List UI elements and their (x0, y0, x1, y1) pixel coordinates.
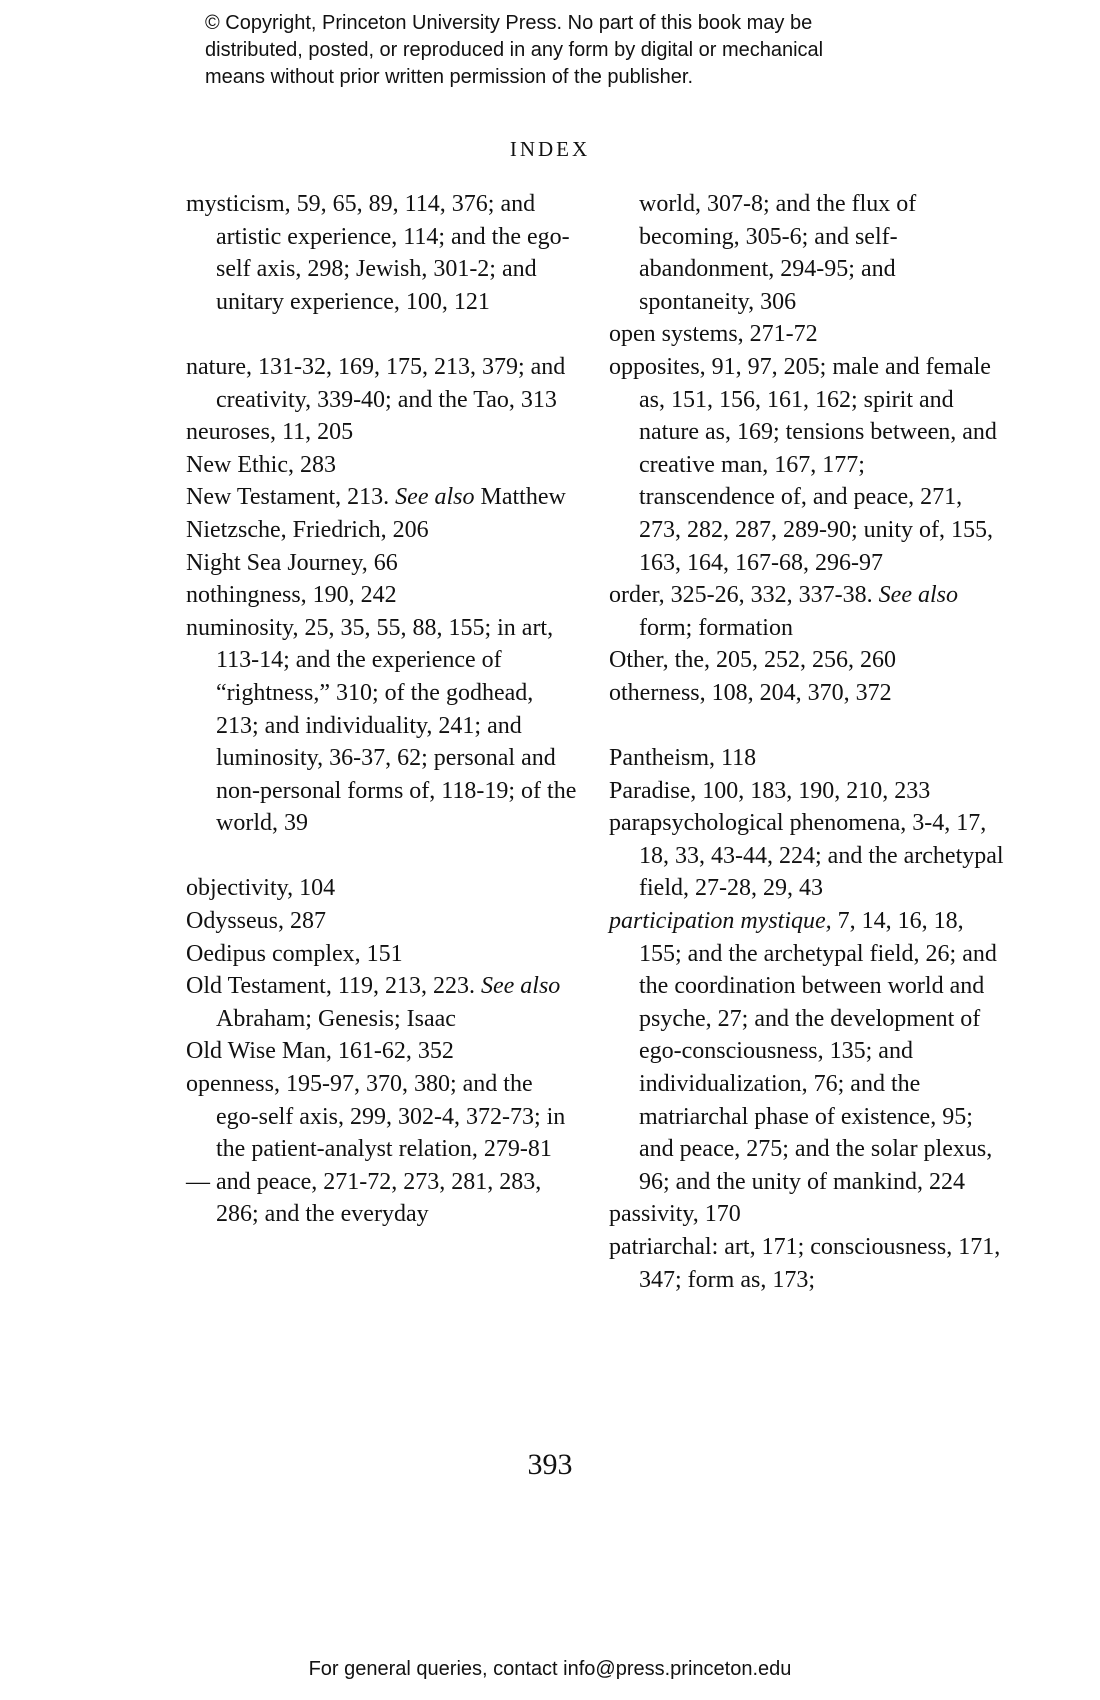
index-entry (609, 807, 1004, 905)
index-entry (186, 905, 581, 938)
index-entry (609, 318, 1004, 351)
see-also-label: See also (878, 582, 958, 609)
index-entry (609, 351, 1004, 579)
index-entry (186, 416, 581, 449)
entry-text: New Testament, 213. (186, 484, 390, 511)
entry-text: Pantheism, 118 (609, 745, 757, 772)
index-entry (186, 188, 581, 318)
entry-text: Nietzsche, Friedrich, 206 (186, 516, 429, 543)
entry-text: parapsychological phenomena, 3-4, 17, 18, 33, 43-44, 224; and the archetypal field, 27-28, 29, 43 (609, 810, 1004, 902)
index-entry (609, 775, 1004, 808)
entry-text: — and peace, 271-72, 273, 281, 283, 286; and the everyday (186, 1168, 542, 1228)
index-entry (609, 644, 1004, 677)
entry-text: world, 307-8; and the flux of becoming, 305-6; and self-abandonment, 294-95; and spontaneity, 306 (639, 191, 917, 315)
entry-text: Old Testament, 119, 213, 223. (186, 973, 475, 1000)
entry-text: order, 325-26, 332, 337-38. (609, 582, 873, 609)
entry-text: numinosity, 25, 35, 55, 88, 155; in art, 113-14; and the experience of “rightness,” 310; of the godhead, 213; and individuality, 241; and luminosity, 36-37, 62; personal and non-personal forms of, 118-19; of the world, 39 (186, 614, 577, 837)
index-entry (609, 677, 1004, 710)
footer-contact: For general queries, contact info@press.princeton.edu (308, 1658, 792, 1680)
index-entry (609, 1231, 1004, 1296)
see-also-label: See also (395, 484, 475, 511)
entry-text: opposites, 91, 97, 205; male and female as, 151, 156, 161, 162; spirit and nature as, 169; tensions between, and creative man, 167, 177; transcendence of, and peace, 271, 273, 282, 287, 289-90; unity of, 155, 163, 164, 167-68, 296-97 (609, 353, 997, 576)
entry-gap (186, 840, 581, 873)
index-entry (609, 905, 1004, 1198)
index-column-right (609, 188, 1004, 1296)
entry-text: nothingness, 190, 242 (186, 582, 397, 609)
entry-text: Night Sea Journey, 66 (186, 549, 398, 576)
index-entry (186, 579, 581, 612)
copyright-line: distributed, posted, or reproduced in any form by digital or mechanical (205, 39, 824, 61)
index-entry (609, 579, 1004, 644)
entry-text: neuroses, 11, 205 (186, 419, 354, 446)
index-entry (186, 938, 581, 971)
page-title: INDEX (509, 137, 591, 161)
see-also-target: Matthew (480, 484, 566, 511)
page-number: 393 (527, 1448, 573, 1481)
entry-text: Odysseus, 287 (186, 908, 327, 935)
copyright-notice (205, 10, 965, 91)
index-entry (186, 481, 581, 514)
see-also-target: form; formation (639, 614, 793, 641)
index-entry (186, 872, 581, 905)
index-entry (186, 351, 581, 416)
entry-text: New Ethic, 283 (186, 451, 336, 478)
entry-text: patriarchal: art, 171; consciousness, 171, 347; form as, 173; (609, 1234, 1001, 1293)
index-entry (186, 970, 581, 1035)
index-entry (186, 612, 581, 840)
entry-text: Paradise, 100, 183, 190, 210, 233 (609, 777, 931, 804)
see-also-label: See also (480, 973, 561, 1000)
entry-text: openness, 195-97, 370, 380; and the ego-self axis, 299, 302-4, 372-73; in the patient-analyst relation, 279-81 (186, 1071, 566, 1163)
index-entry (186, 514, 581, 547)
entry-text: Old Wise Man, 161-62, 352 (186, 1038, 454, 1065)
entry-italic-term: participation mystique, (609, 908, 832, 935)
entry-text: Other, the, 205, 252, 256, 260 (609, 647, 897, 674)
entry-gap (609, 710, 1004, 743)
index-entry (186, 449, 581, 482)
entry-text: open systems, 271-72 (609, 321, 818, 348)
entry-text: Oedipus complex, 151 (186, 940, 403, 967)
entry-text: mysticism, 59, 65, 89, 114, 376; and artistic experience, 114; and the ego-self axis, 298; Jewish, 301-2; and unitary experience, 100, 121 (186, 191, 570, 315)
entry-text: objectivity, 104 (186, 875, 336, 902)
index-column-left (186, 188, 581, 1231)
index-entry (186, 547, 581, 580)
index-entry (609, 1198, 1004, 1231)
entry-text: passivity, 170 (609, 1201, 741, 1228)
index-entry (609, 188, 1004, 318)
see-also-target: Abraham; Genesis; Isaac (216, 1005, 456, 1032)
entry-text: nature, 131-32, 169, 175, 213, 379; and creativity, 339-40; and the Tao, 313 (186, 353, 566, 413)
copyright-line: means without prior written permission of the publisher. (205, 66, 694, 88)
index-entry (186, 1068, 581, 1166)
entry-text: otherness, 108, 204, 370, 372 (609, 679, 892, 706)
entry-text: 7, 14, 16, 18, 155; and the archetypal field, 26; and the coordination between world and psyche, 27; and the development of ego-consciousness, 135; and individualization, 76; and the matriarchal phase of existence, 95; and peace, 275; and the solar plexus, 96; and the unity of mankind, 224 (639, 908, 997, 1195)
index-entry (609, 742, 1004, 775)
entry-gap (186, 318, 581, 351)
index-entry (186, 1166, 581, 1231)
index-entry (186, 1035, 581, 1068)
copyright-line: © Copyright, Princeton University Press. No part of this book may be (205, 12, 813, 34)
